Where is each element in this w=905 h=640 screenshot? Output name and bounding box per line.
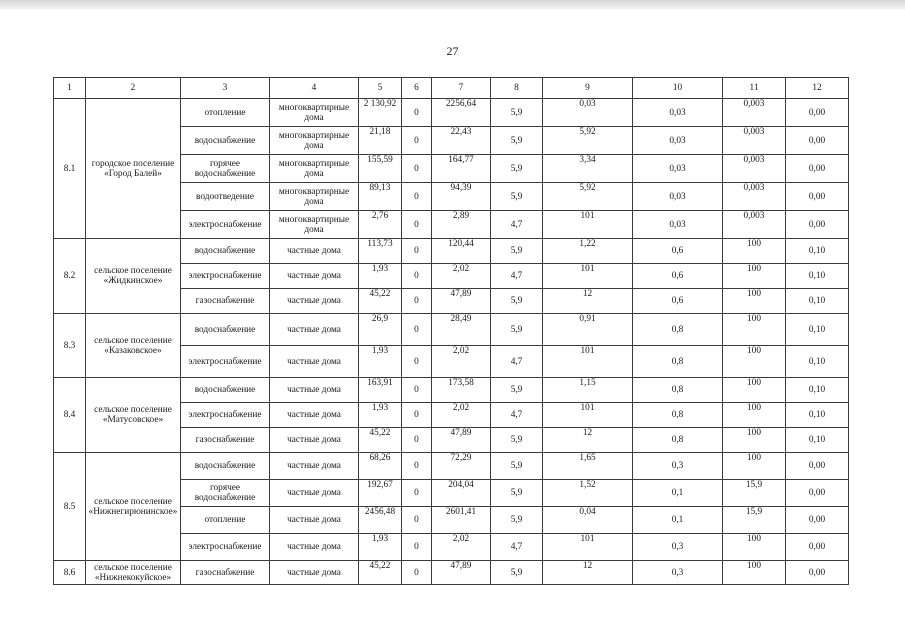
service-type: газоснабжение bbox=[181, 289, 270, 314]
value-cell-c10: 0,03 bbox=[633, 99, 723, 127]
service-type: горячее водоснабжение bbox=[181, 155, 270, 183]
value-cell-c9: 0,04 bbox=[543, 507, 633, 534]
column-number-8: 8 bbox=[491, 78, 543, 99]
value-cell-c10: 0,6 bbox=[633, 264, 723, 289]
housing-type: частные дома bbox=[270, 264, 359, 289]
housing-type: многоквартирные дома bbox=[270, 155, 359, 183]
value-cell-c5: 89,13 bbox=[359, 183, 402, 211]
service-type: отопление bbox=[181, 507, 270, 534]
housing-type: частные дома bbox=[270, 428, 359, 453]
value-cell-c11: 0,003 bbox=[723, 155, 786, 183]
value-cell-c7: 164,77 bbox=[432, 155, 491, 183]
housing-type: многоквартирные дома bbox=[270, 183, 359, 211]
value-cell-c5: 68,26 bbox=[359, 453, 402, 480]
value-cell-c5: 155,59 bbox=[359, 155, 402, 183]
value-cell-c10: 0,1 bbox=[633, 507, 723, 534]
table-row bbox=[54, 314, 849, 346]
value-cell-c12: 0,00 bbox=[786, 183, 849, 211]
value-cell-c12: 0,10 bbox=[786, 314, 849, 346]
service-type: газоснабжение bbox=[181, 428, 270, 453]
value-cell-c5: 1,93 bbox=[359, 534, 402, 561]
value-cell-c12: 0,00 bbox=[786, 507, 849, 534]
value-cell-c12: 0,00 bbox=[786, 99, 849, 127]
value-cell-c7: 2,89 bbox=[432, 211, 491, 239]
value-cell-c5: 26,9 bbox=[359, 314, 402, 346]
value-cell-c11: 100 bbox=[723, 534, 786, 561]
column-number-6: 6 bbox=[402, 78, 432, 99]
value-cell-c5: 192,67 bbox=[359, 480, 402, 507]
value-cell-c11: 0,003 bbox=[723, 183, 786, 211]
value-cell-c7: 94,39 bbox=[432, 183, 491, 211]
group-number: 8.2 bbox=[54, 239, 86, 314]
value-cell-c6: 0 bbox=[402, 561, 432, 585]
value-cell-c6: 0 bbox=[402, 480, 432, 507]
value-cell-c10: 0,8 bbox=[633, 403, 723, 428]
value-cell-c9: 1,15 bbox=[543, 378, 633, 403]
value-cell-c9: 1,22 bbox=[543, 239, 633, 264]
value-cell-c10: 0,1 bbox=[633, 480, 723, 507]
value-cell-c9: 0,03 bbox=[543, 99, 633, 127]
value-cell-c10: 0,03 bbox=[633, 183, 723, 211]
value-cell-c7: 28,49 bbox=[432, 314, 491, 346]
group-number: 8.4 bbox=[54, 378, 86, 453]
value-cell-c12: 0,00 bbox=[786, 127, 849, 155]
value-cell-c7: 47,89 bbox=[432, 289, 491, 314]
value-cell-c8: 5,9 bbox=[491, 127, 543, 155]
value-cell-c9: 3,34 bbox=[543, 155, 633, 183]
value-cell-c12: 0,10 bbox=[786, 378, 849, 403]
group-number: 8.1 bbox=[54, 99, 86, 239]
value-cell-c11: 100 bbox=[723, 346, 786, 378]
value-cell-c10: 0,3 bbox=[633, 534, 723, 561]
value-cell-c12: 0,00 bbox=[786, 561, 849, 585]
value-cell-c8: 5,9 bbox=[491, 289, 543, 314]
column-number-9: 9 bbox=[543, 78, 633, 99]
value-cell-c7: 22,43 bbox=[432, 127, 491, 155]
value-cell-c11: 15,9 bbox=[723, 507, 786, 534]
header-row bbox=[54, 78, 849, 99]
value-cell-c5: 2 130,92 bbox=[359, 99, 402, 127]
value-cell-c12: 0,00 bbox=[786, 155, 849, 183]
value-cell-c5: 21,18 bbox=[359, 127, 402, 155]
housing-type: частные дома bbox=[270, 561, 359, 585]
value-cell-c10: 0,8 bbox=[633, 428, 723, 453]
value-cell-c9: 101 bbox=[543, 346, 633, 378]
value-cell-c5: 45,22 bbox=[359, 428, 402, 453]
value-cell-c8: 5,9 bbox=[491, 183, 543, 211]
value-cell-c8: 4,7 bbox=[491, 264, 543, 289]
value-cell-c12: 0,00 bbox=[786, 453, 849, 480]
housing-type: частные дома bbox=[270, 507, 359, 534]
value-cell-c12: 0,10 bbox=[786, 346, 849, 378]
value-cell-c9: 101 bbox=[543, 264, 633, 289]
value-cell-c12: 0,10 bbox=[786, 264, 849, 289]
value-cell-c5: 1,93 bbox=[359, 346, 402, 378]
column-number-10: 10 bbox=[633, 78, 723, 99]
column-number-3: 3 bbox=[181, 78, 270, 99]
service-type: водоснабжение bbox=[181, 378, 270, 403]
housing-type: многоквартирные дома bbox=[270, 127, 359, 155]
value-cell-c10: 0,3 bbox=[633, 453, 723, 480]
value-cell-c6: 0 bbox=[402, 534, 432, 561]
value-cell-c7: 2,02 bbox=[432, 264, 491, 289]
service-type: газоснабжение bbox=[181, 561, 270, 585]
service-type: водоснабжение bbox=[181, 239, 270, 264]
value-cell-c5: 163,91 bbox=[359, 378, 402, 403]
table-row bbox=[54, 561, 849, 585]
value-cell-c6: 0 bbox=[402, 289, 432, 314]
housing-type: частные дома bbox=[270, 239, 359, 264]
value-cell-c6: 0 bbox=[402, 378, 432, 403]
value-cell-c11: 15,9 bbox=[723, 480, 786, 507]
value-cell-c9: 101 bbox=[543, 403, 633, 428]
service-type: водоснабжение bbox=[181, 453, 270, 480]
value-cell-c11: 100 bbox=[723, 561, 786, 585]
column-number-12: 12 bbox=[786, 78, 849, 99]
column-number-4: 4 bbox=[270, 78, 359, 99]
table-row bbox=[54, 453, 849, 480]
value-cell-c10: 0,03 bbox=[633, 155, 723, 183]
value-cell-c9: 1,52 bbox=[543, 480, 633, 507]
housing-type: частные дома bbox=[270, 480, 359, 507]
value-cell-c6: 0 bbox=[402, 127, 432, 155]
municipality-name: сельское поселение «Матусовское» bbox=[86, 378, 181, 453]
value-cell-c7: 47,89 bbox=[432, 428, 491, 453]
value-cell-c8: 4,7 bbox=[491, 534, 543, 561]
value-cell-c10: 0,03 bbox=[633, 211, 723, 239]
value-cell-c7: 2,02 bbox=[432, 534, 491, 561]
municipality-name: городское поселение «Город Балей» bbox=[86, 99, 181, 239]
group-number: 8.3 bbox=[54, 314, 86, 378]
value-cell-c9: 1,65 bbox=[543, 453, 633, 480]
table-row bbox=[54, 378, 849, 403]
value-cell-c7: 173,58 bbox=[432, 378, 491, 403]
tariff-table bbox=[53, 77, 849, 585]
service-type: горячее водоснабжение bbox=[181, 480, 270, 507]
value-cell-c7: 2601,41 bbox=[432, 507, 491, 534]
value-cell-c11: 0,003 bbox=[723, 211, 786, 239]
value-cell-c11: 100 bbox=[723, 289, 786, 314]
column-number-7: 7 bbox=[432, 78, 491, 99]
value-cell-c8: 5,9 bbox=[491, 239, 543, 264]
value-cell-c6: 0 bbox=[402, 453, 432, 480]
group-number: 8.5 bbox=[54, 453, 86, 561]
municipality-name: сельское поселение «Жидкинское» bbox=[86, 239, 181, 314]
value-cell-c11: 100 bbox=[723, 314, 786, 346]
service-type: электроснабжение bbox=[181, 403, 270, 428]
value-cell-c7: 47,89 bbox=[432, 561, 491, 585]
service-type: водоотведение bbox=[181, 183, 270, 211]
value-cell-c6: 0 bbox=[402, 183, 432, 211]
table-row bbox=[54, 239, 849, 264]
housing-type: многоквартирные дома bbox=[270, 99, 359, 127]
value-cell-c5: 2456,48 bbox=[359, 507, 402, 534]
value-cell-c12: 0,10 bbox=[786, 239, 849, 264]
value-cell-c8: 5,9 bbox=[491, 561, 543, 585]
value-cell-c11: 100 bbox=[723, 403, 786, 428]
value-cell-c6: 0 bbox=[402, 211, 432, 239]
value-cell-c10: 0,8 bbox=[633, 378, 723, 403]
value-cell-c8: 5,9 bbox=[491, 378, 543, 403]
value-cell-c11: 100 bbox=[723, 453, 786, 480]
value-cell-c5: 45,22 bbox=[359, 561, 402, 585]
value-cell-c11: 0,003 bbox=[723, 127, 786, 155]
value-cell-c5: 1,93 bbox=[359, 403, 402, 428]
value-cell-c6: 0 bbox=[402, 428, 432, 453]
page-number: 27 bbox=[446, 44, 459, 58]
value-cell-c6: 0 bbox=[402, 346, 432, 378]
value-cell-c8: 5,9 bbox=[491, 428, 543, 453]
service-type: электроснабжение bbox=[181, 264, 270, 289]
value-cell-c11: 100 bbox=[723, 264, 786, 289]
value-cell-c6: 0 bbox=[402, 99, 432, 127]
value-cell-c8: 5,9 bbox=[491, 99, 543, 127]
value-cell-c11: 100 bbox=[723, 378, 786, 403]
value-cell-c11: 100 bbox=[723, 239, 786, 264]
housing-type: частные дома bbox=[270, 453, 359, 480]
group-number: 8.6 bbox=[54, 561, 86, 585]
value-cell-c10: 0,8 bbox=[633, 314, 723, 346]
housing-type: многоквартирные дома bbox=[270, 211, 359, 239]
value-cell-c9: 12 bbox=[543, 428, 633, 453]
value-cell-c7: 120,44 bbox=[432, 239, 491, 264]
value-cell-c7: 2,02 bbox=[432, 346, 491, 378]
municipality-name: сельское поселение «Нижнегирюнинское» bbox=[86, 453, 181, 561]
value-cell-c6: 0 bbox=[402, 507, 432, 534]
value-cell-c10: 0,3 bbox=[633, 561, 723, 585]
value-cell-c6: 0 bbox=[402, 239, 432, 264]
value-cell-c12: 0,10 bbox=[786, 428, 849, 453]
value-cell-c8: 5,9 bbox=[491, 453, 543, 480]
value-cell-c9: 12 bbox=[543, 561, 633, 585]
value-cell-c12: 0,00 bbox=[786, 480, 849, 507]
value-cell-c10: 0,6 bbox=[633, 239, 723, 264]
service-type: водоснабжение bbox=[181, 314, 270, 346]
value-cell-c11: 100 bbox=[723, 428, 786, 453]
service-type: электроснабжение bbox=[181, 346, 270, 378]
value-cell-c9: 5,92 bbox=[543, 183, 633, 211]
housing-type: частные дома bbox=[270, 378, 359, 403]
column-number-11: 11 bbox=[723, 78, 786, 99]
value-cell-c10: 0,03 bbox=[633, 127, 723, 155]
service-type: отопление bbox=[181, 99, 270, 127]
housing-type: частные дома bbox=[270, 403, 359, 428]
value-cell-c8: 4,7 bbox=[491, 346, 543, 378]
value-cell-c9: 5,92 bbox=[543, 127, 633, 155]
value-cell-c9: 101 bbox=[543, 211, 633, 239]
value-cell-c12: 0,00 bbox=[786, 534, 849, 561]
value-cell-c12: 0,10 bbox=[786, 289, 849, 314]
value-cell-c6: 0 bbox=[402, 264, 432, 289]
column-number-5: 5 bbox=[359, 78, 402, 99]
value-cell-c7: 2,02 bbox=[432, 403, 491, 428]
value-cell-c10: 0,6 bbox=[633, 289, 723, 314]
value-cell-c6: 0 bbox=[402, 314, 432, 346]
value-cell-c7: 72,29 bbox=[432, 453, 491, 480]
housing-type: частные дома bbox=[270, 534, 359, 561]
value-cell-c12: 0,00 bbox=[786, 211, 849, 239]
service-type: водоснабжение bbox=[181, 127, 270, 155]
value-cell-c9: 0,91 bbox=[543, 314, 633, 346]
value-cell-c8: 4,7 bbox=[491, 403, 543, 428]
value-cell-c8: 5,9 bbox=[491, 155, 543, 183]
table-row bbox=[54, 99, 849, 127]
value-cell-c10: 0,8 bbox=[633, 346, 723, 378]
value-cell-c5: 45,22 bbox=[359, 289, 402, 314]
value-cell-c6: 0 bbox=[402, 155, 432, 183]
value-cell-c8: 4,7 bbox=[491, 211, 543, 239]
value-cell-c8: 5,9 bbox=[491, 314, 543, 346]
value-cell-c8: 5,9 bbox=[491, 480, 543, 507]
value-cell-c12: 0,10 bbox=[786, 403, 849, 428]
service-type: электроснабжение bbox=[181, 211, 270, 239]
value-cell-c9: 101 bbox=[543, 534, 633, 561]
value-cell-c5: 113,73 bbox=[359, 239, 402, 264]
value-cell-c8: 5,9 bbox=[491, 507, 543, 534]
value-cell-c9: 12 bbox=[543, 289, 633, 314]
value-cell-c5: 1,93 bbox=[359, 264, 402, 289]
value-cell-c5: 2,76 bbox=[359, 211, 402, 239]
value-cell-c11: 0,003 bbox=[723, 99, 786, 127]
municipality-name: сельское поселение «Нижнекокуйское» bbox=[86, 561, 181, 585]
housing-type: частные дома bbox=[270, 289, 359, 314]
scan-edge-shadow bbox=[0, 0, 905, 9]
value-cell-c7: 2256,64 bbox=[432, 99, 491, 127]
value-cell-c7: 204,04 bbox=[432, 480, 491, 507]
column-number-1: 1 bbox=[54, 78, 86, 99]
value-cell-c6: 0 bbox=[402, 403, 432, 428]
housing-type: частные дома bbox=[270, 346, 359, 378]
municipality-name: сельское поселение «Казаковское» bbox=[86, 314, 181, 378]
service-type: электроснабжение bbox=[181, 534, 270, 561]
column-number-2: 2 bbox=[86, 78, 181, 99]
housing-type: частные дома bbox=[270, 314, 359, 346]
